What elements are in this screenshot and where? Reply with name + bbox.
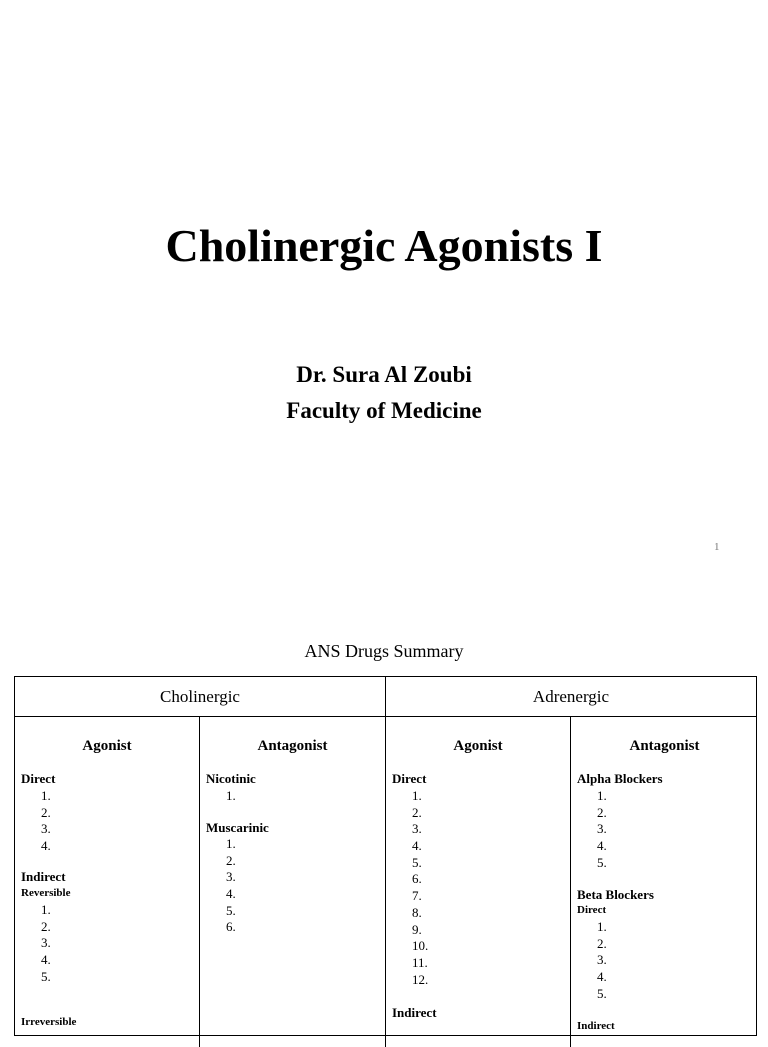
summary-table bbox=[14, 676, 757, 1036]
list-item: 6. bbox=[226, 919, 236, 935]
list-item: 3. bbox=[41, 935, 51, 951]
list-item: 4. bbox=[41, 952, 51, 968]
list-item: 5. bbox=[597, 854, 607, 870]
list-item: 5. bbox=[41, 968, 51, 984]
list-item: 4. bbox=[597, 838, 607, 854]
list-nicotinic bbox=[226, 788, 236, 805]
list-direct bbox=[412, 788, 428, 988]
section-muscarinic: Muscarinic bbox=[206, 820, 269, 835]
section-beta-indirect: Indirect bbox=[577, 1020, 615, 1032]
header-adrenergic: Adrenergic bbox=[386, 677, 756, 717]
section-nicotinic: Nicotinic bbox=[206, 771, 256, 786]
list-item: 1. bbox=[226, 788, 236, 803]
slide-title: Cholinergic Agonists I bbox=[165, 220, 603, 271]
list-item: 10. bbox=[412, 938, 429, 954]
list-item: 2. bbox=[226, 852, 236, 868]
list-item: 3. bbox=[226, 869, 236, 885]
list-item: 1. bbox=[597, 919, 607, 934]
column-cholinergic-agonist bbox=[15, 717, 200, 1047]
list-item: 4. bbox=[597, 969, 607, 985]
slide-page-number: 1 bbox=[714, 541, 720, 553]
column-cholinergic-antagonist bbox=[200, 717, 386, 1047]
section-irreversible: Irreversible bbox=[21, 1016, 77, 1028]
list-item: 11. bbox=[412, 954, 428, 970]
list-direct bbox=[41, 788, 51, 855]
list-item: 2. bbox=[41, 918, 51, 934]
column-heading: Agonist bbox=[82, 738, 132, 754]
section-alpha-blockers: Alpha Blockers bbox=[577, 771, 663, 786]
list-item: 5. bbox=[412, 854, 422, 870]
list-item: 1. bbox=[412, 788, 422, 803]
list-item: 9. bbox=[412, 921, 422, 937]
section-direct: Direct bbox=[392, 771, 427, 786]
list-item: 7. bbox=[412, 888, 422, 904]
list-item: 1. bbox=[226, 836, 236, 851]
list-item: 4. bbox=[41, 838, 51, 854]
column-heading: Agonist bbox=[453, 738, 503, 754]
slide-author: Dr. Sura Al Zoubi bbox=[296, 362, 472, 387]
list-item: 6. bbox=[412, 871, 422, 887]
summary-title: ANS Drugs Summary bbox=[304, 641, 464, 661]
section-beta-direct: Direct bbox=[577, 904, 607, 916]
column-adrenergic-antagonist bbox=[571, 717, 758, 1047]
list-item: 2. bbox=[412, 804, 422, 820]
section-reversible: Reversible bbox=[21, 887, 71, 899]
list-beta-blockers bbox=[597, 919, 607, 1002]
list-item: 3. bbox=[412, 821, 422, 837]
section-indirect: Indirect bbox=[392, 1005, 437, 1020]
list-item: 2. bbox=[597, 804, 607, 820]
list-item: 2. bbox=[41, 804, 51, 820]
summary-page bbox=[0, 600, 768, 1032]
list-item: 5. bbox=[226, 902, 236, 918]
list-item: 5. bbox=[597, 985, 607, 1001]
list-item: 3. bbox=[597, 821, 607, 837]
list-item: 2. bbox=[597, 935, 607, 951]
list-item: 3. bbox=[41, 821, 51, 837]
list-item: 3. bbox=[597, 952, 607, 968]
slide-faculty: Faculty of Medicine bbox=[286, 398, 482, 423]
column-adrenergic-agonist bbox=[386, 717, 571, 1047]
list-item: 12. bbox=[412, 971, 429, 987]
list-item: 1. bbox=[41, 788, 51, 803]
list-item: 1. bbox=[41, 902, 51, 917]
section-indirect: Indirect bbox=[21, 869, 66, 884]
column-heading: Antagonist bbox=[629, 738, 700, 754]
list-item: 4. bbox=[226, 886, 236, 902]
section-direct: Direct bbox=[21, 771, 56, 786]
column-heading: Antagonist bbox=[257, 738, 328, 754]
list-item: 1. bbox=[597, 788, 607, 803]
list-item: 4. bbox=[412, 838, 422, 854]
list-muscarinic bbox=[226, 836, 236, 936]
list-reversible bbox=[41, 902, 51, 985]
list-item: 8. bbox=[412, 904, 422, 920]
section-beta-blockers: Beta Blockers bbox=[577, 887, 654, 902]
header-cholinergic: Cholinergic bbox=[15, 677, 386, 717]
list-alpha-blockers bbox=[597, 788, 607, 871]
